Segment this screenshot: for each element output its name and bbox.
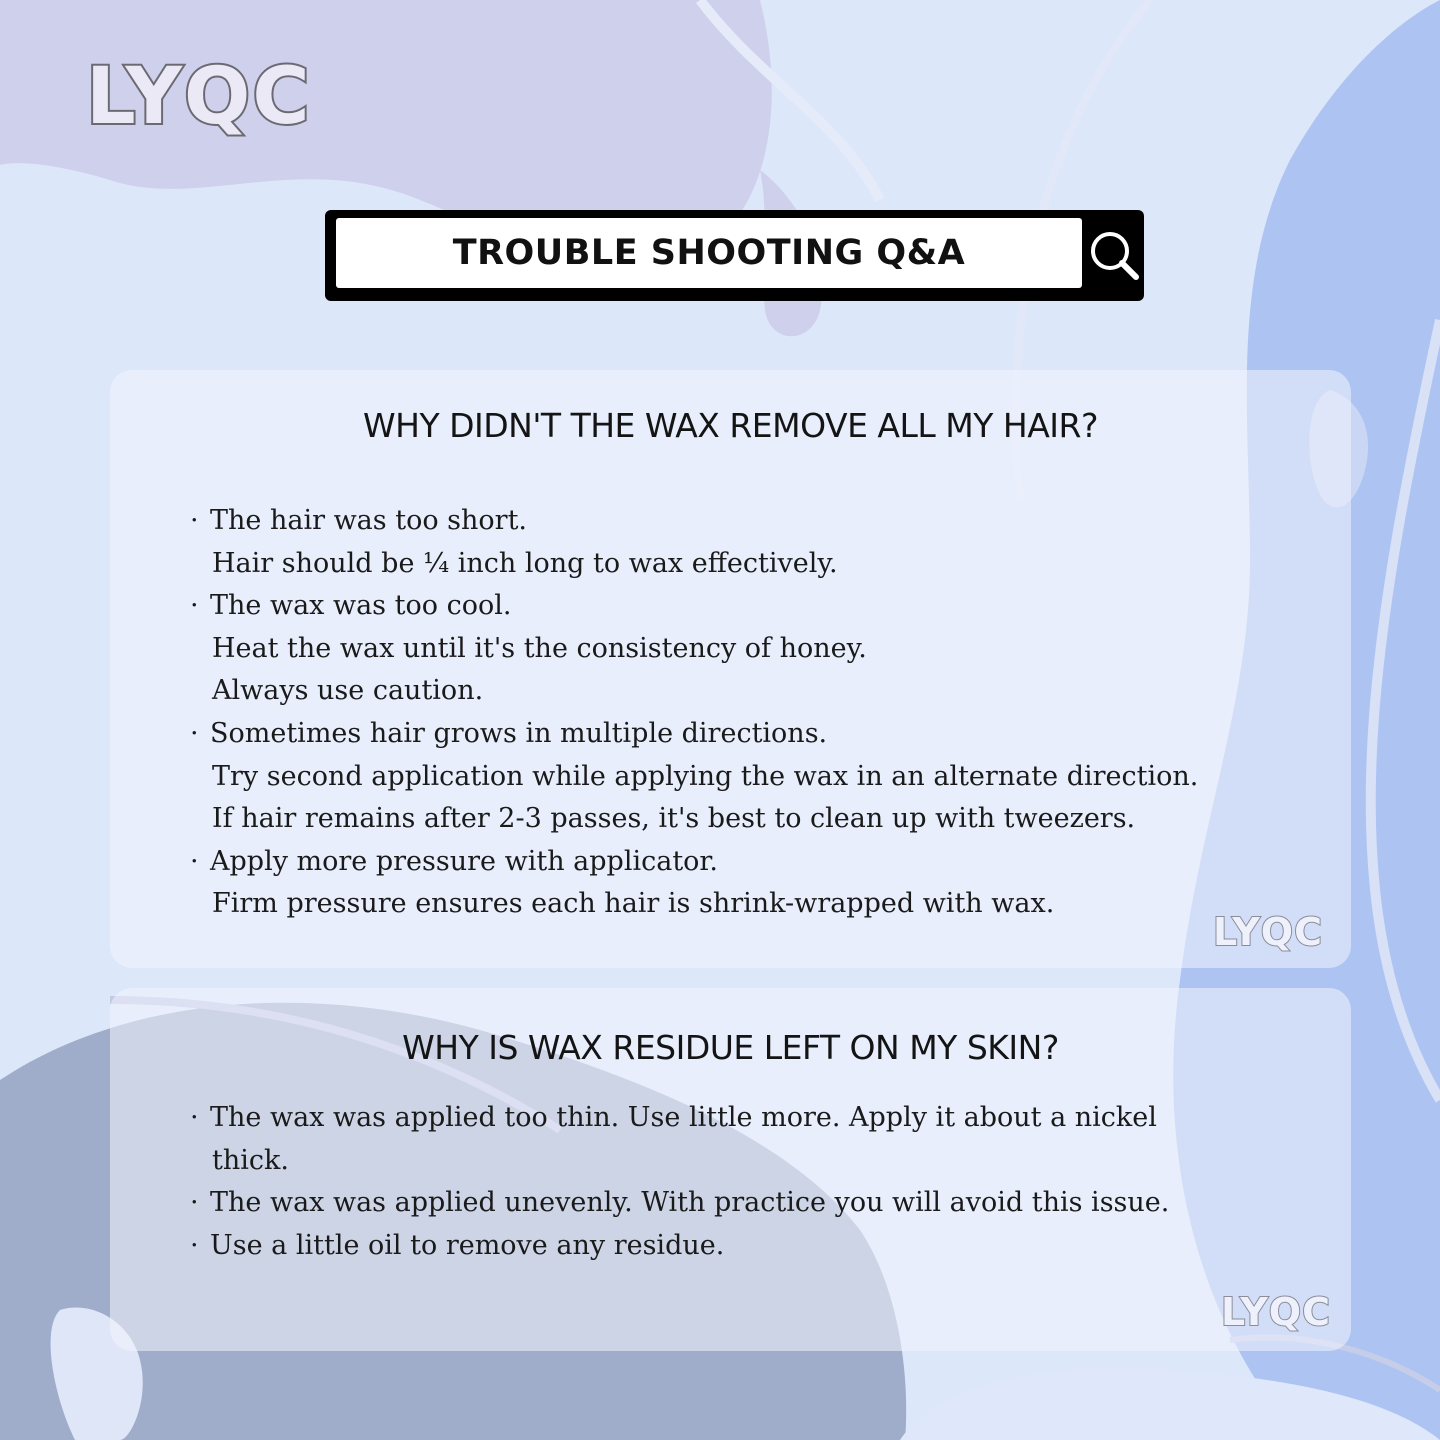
list-item bbox=[190, 1225, 1291, 1268]
item-detail: Try second application while applying the wax in an alternate direction. bbox=[212, 760, 1199, 792]
bullet-icon: · bbox=[190, 1187, 199, 1219]
bullet-icon: · bbox=[190, 717, 199, 749]
watermark-logo: LYQC bbox=[1221, 1290, 1332, 1334]
bullet-icon: · bbox=[190, 505, 199, 536]
item-detail: Always use caution. bbox=[212, 675, 484, 707]
section-title: WHY DIDN'T THE WAX REMOVE ALL MY HAIR? bbox=[363, 406, 1098, 445]
answer-list bbox=[190, 1097, 1291, 1267]
item-lead: Apply more pressure with applicator. bbox=[210, 845, 718, 877]
item-lead: Sometimes hair grows in multiple directions. bbox=[210, 717, 828, 749]
item-detail: thick. bbox=[212, 1144, 289, 1176]
search-field[interactable] bbox=[336, 218, 1082, 288]
item-detail: Heat the wax until it's the consistency of honey. bbox=[212, 632, 867, 664]
item-lead: The wax was applied too thin. Use little more. Apply it about a nickel bbox=[210, 1102, 1157, 1133]
qa-card-wax-residue bbox=[110, 988, 1351, 1351]
qa-card-hair-removal bbox=[110, 370, 1351, 968]
search-bar[interactable] bbox=[325, 210, 1144, 301]
list-item bbox=[190, 1097, 1291, 1182]
item-lead: Use a little oil to remove any residue. bbox=[210, 1229, 725, 1261]
bullet-icon: · bbox=[190, 1102, 199, 1133]
brand-logo: LYQC bbox=[86, 52, 312, 142]
bullet-icon: · bbox=[190, 845, 199, 877]
watermark-logo: LYQC bbox=[1213, 910, 1324, 954]
item-lead: The wax was applied unevenly. With practice you will avoid this issue. bbox=[210, 1187, 1170, 1219]
item-detail: If hair remains after 2-3 passes, it's best to clean up with tweezers. bbox=[212, 803, 1136, 835]
list-item bbox=[190, 713, 1291, 841]
page-title: TROUBLE SHOOTING Q&A bbox=[452, 233, 966, 273]
list-item bbox=[190, 585, 1291, 713]
item-lead: The hair was too short. bbox=[210, 505, 527, 536]
item-lead: The wax was too cool. bbox=[210, 590, 512, 622]
bullet-icon: · bbox=[190, 590, 199, 622]
item-detail: Hair should be ¼ inch long to wax effectively. bbox=[212, 547, 838, 579]
section-title: WHY IS WAX RESIDUE LEFT ON MY SKIN? bbox=[402, 1028, 1059, 1067]
item-detail: Firm pressure ensures each hair is shrink-wrapped with wax. bbox=[212, 888, 1055, 920]
bullet-icon: · bbox=[190, 1229, 199, 1261]
magnifier-icon[interactable] bbox=[1087, 228, 1141, 282]
list-item bbox=[190, 841, 1291, 926]
answer-list bbox=[190, 500, 1291, 926]
list-item bbox=[190, 500, 1291, 585]
list-item bbox=[190, 1182, 1291, 1225]
